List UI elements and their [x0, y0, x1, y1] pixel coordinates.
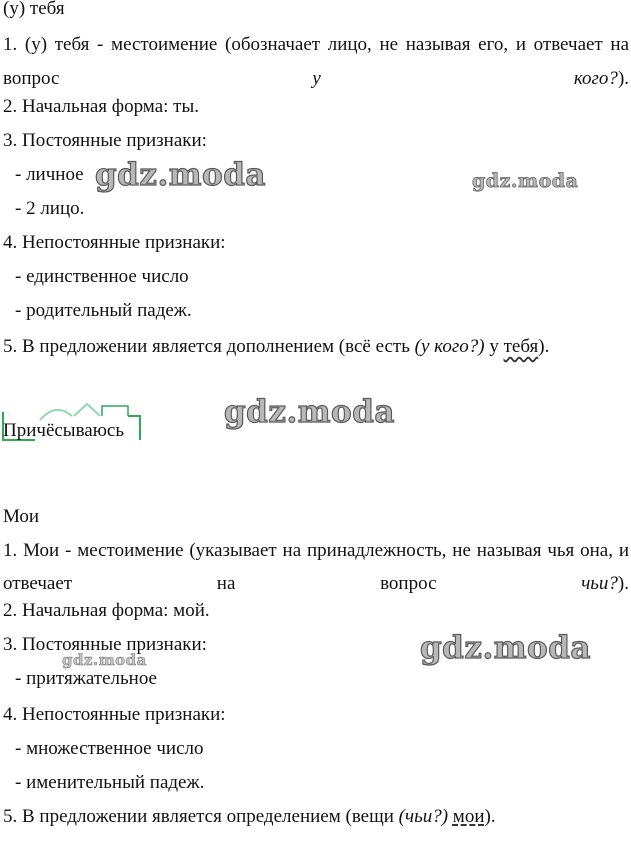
underlined-word: мои — [452, 806, 485, 827]
paragraph-2-2: 2. Начальная форма: мой. — [3, 600, 210, 621]
list-item: - единственное число — [15, 266, 189, 287]
paragraph-2-5: 5. В предложении является определением (вещи (чьи?) мои). — [3, 806, 496, 827]
watermark-logo: gdz.moda — [420, 630, 591, 666]
paragraph-2-3: 3. Постоянные признаки: — [3, 634, 207, 655]
list-item: - 2 лицо. — [15, 198, 85, 219]
paragraph-1-1: 1. (у) тебя - местоимение (обозначает лицо, не называя его, и отвечает на вопрос у кого?). — [3, 34, 630, 89]
paragraph-2-1: 1. Мои - местоимение (указывает на принадлежность, не называя чья она, и отвечает на вопрос чьи?). — [3, 540, 629, 594]
pronoun-title-1: (у) тебя — [3, 0, 65, 19]
paragraph-1-3: 3. Постоянные признаки: — [3, 130, 207, 151]
paragraph-1-2: 2. Начальная форма: ты. — [3, 96, 199, 117]
morpheme-word: Причёсываюсь — [3, 420, 125, 441]
list-item: - притяжательное — [15, 668, 157, 689]
watermark-logo: gdz.moda — [224, 394, 395, 430]
list-item: - множественное число — [15, 738, 204, 759]
list-item: - личное — [15, 164, 84, 185]
paragraph-1-5: 5. В предложении является дополнением (всё есть (у кого?) у тебя). — [3, 336, 550, 357]
watermark-logo: gdz.moda — [95, 157, 266, 193]
paragraph-2-4: 4. Непостоянные признаки: — [3, 704, 226, 725]
paragraph-1-4: 4. Непостоянные признаки: — [3, 232, 226, 253]
list-item: - именительный падеж. — [15, 772, 205, 793]
watermark-logo: gdz.moda — [472, 170, 579, 192]
underlined-word: тебя — [503, 336, 539, 357]
pronoun-title-2: Мои — [3, 506, 40, 527]
watermark-logo: gdz.moda — [62, 651, 147, 669]
list-item: - родительный падеж. — [15, 300, 192, 321]
